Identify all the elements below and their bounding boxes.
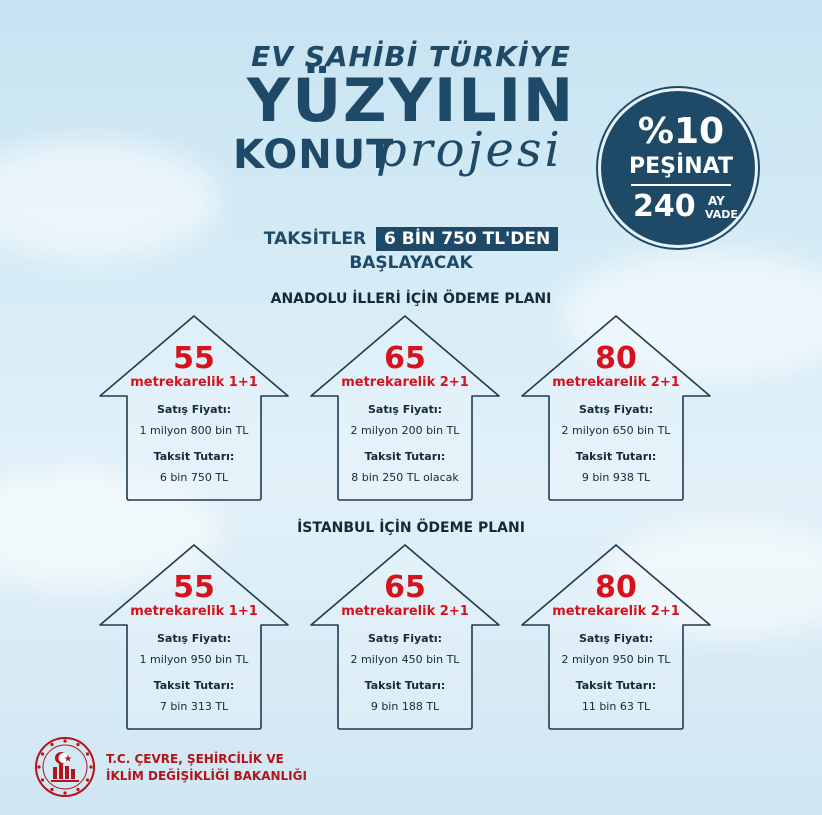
house-type: metrekarelik 1+1 [130,604,258,619]
house-type: metrekarelik 2+1 [552,375,680,390]
installment-label: Taksit Tutarı: [575,679,657,692]
installment-value: 9 bin 188 TL [370,700,440,713]
house-type: metrekarelik 1+1 [130,375,258,390]
ministry-name [106,751,307,785]
installment-label: Taksit Tutarı: [364,450,446,463]
installment-label: Taksit Tutarı: [575,450,657,463]
house-card [96,541,292,731]
sale-price-value: 1 milyon 950 bin TL [139,653,249,666]
house-type: metrekarelik 2+1 [341,604,469,619]
headline-konut: KONUT [233,132,395,178]
installment-suffix: BAŞLAYACAK [349,253,473,273]
headline-top: EV SAHİBİ TÜRKİYE [251,40,571,73]
installment-value: 6 bin 750 TL [159,471,229,484]
sale-price-label: Satış Fiyatı: [156,632,232,645]
house-size: 65 [384,341,426,376]
house-card [518,541,714,731]
sale-price-value: 1 milyon 800 bin TL [139,424,249,437]
house-size: 80 [595,341,637,376]
ministry-name-line2: İKLİM DEĞİŞİKLİĞİ BAKANLIĞI [106,769,307,783]
house-size: 80 [595,570,637,605]
badge-ay: AY [708,194,725,208]
badge-divider [631,184,731,186]
installment-highlight: 6 BİN 750 TL'DEN [376,227,558,251]
house-card [307,312,503,502]
badge-pesinat: PEŞİNAT [629,154,733,179]
installment-value: 7 bin 313 TL [159,700,229,713]
headline-script: projesi [376,122,563,178]
ministry-seal-icon [34,736,96,798]
installment-prefix: TAKSİTLER [263,229,367,249]
house-type: metrekarelik 2+1 [341,375,469,390]
house-size: 55 [173,341,215,376]
installment-label: Taksit Tutarı: [153,679,235,692]
installment-label: Taksit Tutarı: [364,679,446,692]
badge-percent: %10 [637,111,725,152]
house-card [518,312,714,502]
badge-term-number: 240 [633,189,696,224]
headline-main: YÜZYILIN [246,66,576,136]
section-title-anadolu: ANADOLU İLLERİ İÇİN ÖDEME PLANI [270,291,552,307]
installment-line [0,227,822,251]
house-size: 65 [384,570,426,605]
house-card [307,541,503,731]
installment-value: 11 bin 63 TL [581,700,651,713]
sale-price-value: 2 milyon 950 bin TL [561,653,671,666]
sale-price-label: Satış Fiyatı: [367,632,443,645]
house-size: 55 [173,570,215,605]
house-card [96,312,292,502]
ministry-name-line1: T.C. ÇEVRE, ŞEHİRCİLİK VE [106,752,284,766]
sale-price-label: Satış Fiyatı: [156,403,232,416]
sale-price-label: Satış Fiyatı: [367,403,443,416]
sale-price-value: 2 milyon 200 bin TL [350,424,460,437]
house-type: metrekarelik 2+1 [552,604,680,619]
sale-price-label: Satış Fiyatı: [578,632,654,645]
sale-price-value: 2 milyon 650 bin TL [561,424,671,437]
down-payment-badge [598,88,758,248]
sale-price-label: Satış Fiyatı: [578,403,654,416]
badge-vade: VADE [705,208,738,221]
sale-price-value: 2 milyon 450 bin TL [350,653,460,666]
section-title-istanbul: İSTANBUL İÇİN ÖDEME PLANI [297,520,525,536]
installment-value: 9 bin 938 TL [581,471,651,484]
installment-label: Taksit Tutarı: [153,450,235,463]
installment-value: 8 bin 250 TL olacak [351,471,459,484]
